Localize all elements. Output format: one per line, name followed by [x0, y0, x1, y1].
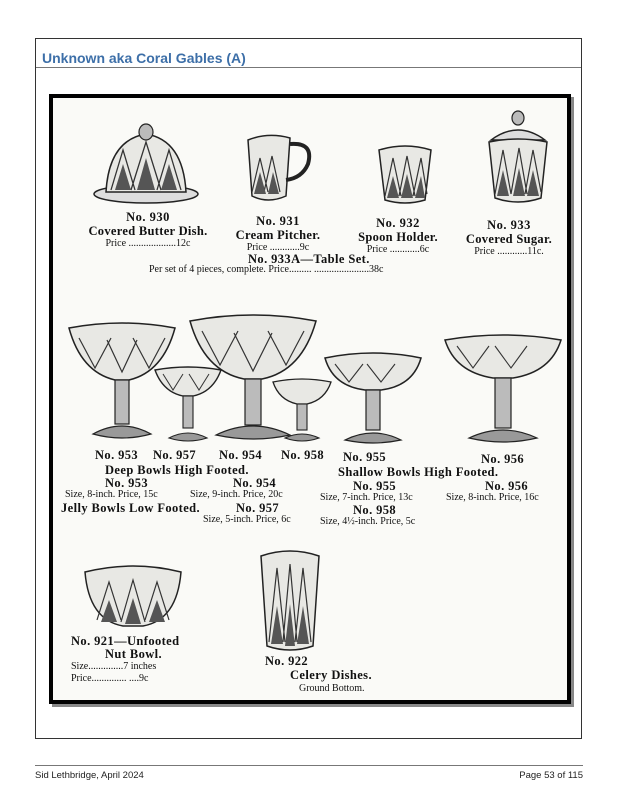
item-name: Covered Sugar. — [465, 232, 553, 246]
no957-size: Size, 5-inch. Price, 6c — [203, 514, 291, 525]
item-name: Cream Pitcher. — [235, 228, 321, 242]
no958-size: Size, 4½-inch. Price, 5c — [320, 516, 416, 527]
nut-bowl-title: No. 921—Unfooted — [71, 634, 180, 648]
item-name: Spoon Holder. — [358, 230, 438, 244]
item-number: No. 930 — [126, 210, 170, 224]
item-number-954: No. 954 — [219, 448, 263, 462]
no958-label: No. 958 — [353, 503, 397, 517]
item-number-955: No. 955 — [343, 450, 387, 464]
celery-name: Celery Dishes. — [290, 668, 372, 682]
nut-bowl-illustration — [83, 564, 183, 630]
footer-divider — [35, 765, 583, 766]
item-name: Covered Butter Dish. — [88, 224, 208, 238]
butter-dish-illustration — [91, 120, 201, 205]
item-number-958: No. 958 — [281, 448, 325, 462]
item-number-957: No. 957 — [153, 448, 197, 462]
nut-bowl-price: Price.............. ....9c — [71, 673, 149, 684]
item-number: No. 932 — [376, 216, 420, 230]
shallow-bowl-956-illustration — [443, 334, 563, 444]
item-price: Price ...................12c — [105, 238, 191, 249]
no955-size: Size, 7-inch. Price, 13c — [320, 492, 413, 503]
item-number: No. 933 — [487, 218, 531, 232]
item-price: Price ............6c — [366, 244, 430, 255]
item-930-caption — [73, 210, 223, 250]
nut-bowl-name: Nut Bowl. — [105, 647, 163, 661]
table-set-title: No. 933A—Table Set. — [248, 252, 370, 266]
no957-label: No. 957 — [236, 501, 280, 515]
covered-sugar-illustration — [483, 110, 553, 205]
nut-bowl-size: Size..............7 inches — [71, 661, 157, 672]
footer-author: Sid Lethbridge, April 2024 — [35, 770, 144, 781]
page-title: Unknown aka Coral Gables (A) — [42, 50, 246, 66]
shallow-bowl-955-illustration — [323, 352, 423, 444]
celery-dish-illustration — [257, 548, 323, 652]
no954-size: Size, 9-inch. Price, 20c — [190, 489, 283, 500]
item-price: Price ............9c — [246, 242, 310, 253]
celery-number: No. 922 — [265, 654, 309, 668]
spoon-holder-illustration — [375, 144, 435, 204]
cream-pitcher-illustration — [238, 132, 318, 204]
shallow-bowls-heading: Shallow Bowls High Footed. — [338, 465, 499, 479]
celery-note: Ground Bottom. — [299, 683, 365, 694]
item-931-caption — [223, 214, 333, 254]
catalog-scan — [49, 94, 571, 704]
item-number: No. 931 — [256, 214, 300, 228]
jelly-bowls-heading: Jelly Bowls Low Footed. — [61, 501, 201, 515]
item-933-caption — [453, 218, 565, 258]
deep-bowls-heading: Deep Bowls High Footed. — [105, 463, 249, 477]
header-divider — [36, 67, 581, 68]
item-number-956: No. 956 — [481, 452, 525, 466]
no954-label: No. 954 — [233, 476, 277, 490]
item-number-953: No. 953 — [95, 448, 139, 462]
item-932-caption — [343, 216, 453, 256]
footer-page-number: Page 53 of 115 — [519, 770, 583, 781]
no953-size: Size, 8-inch. Price, 15c — [65, 489, 158, 500]
no953-label: No. 953 — [105, 476, 149, 490]
table-set-price: Per set of 4 pieces, complete. Price......... ......................38c — [149, 264, 384, 275]
item-price: Price ............11c. — [474, 246, 544, 257]
no955-label: No. 955 — [353, 479, 397, 493]
no956-size: Size, 8-inch. Price, 16c — [446, 492, 539, 503]
no956-label: No. 956 — [485, 479, 529, 493]
